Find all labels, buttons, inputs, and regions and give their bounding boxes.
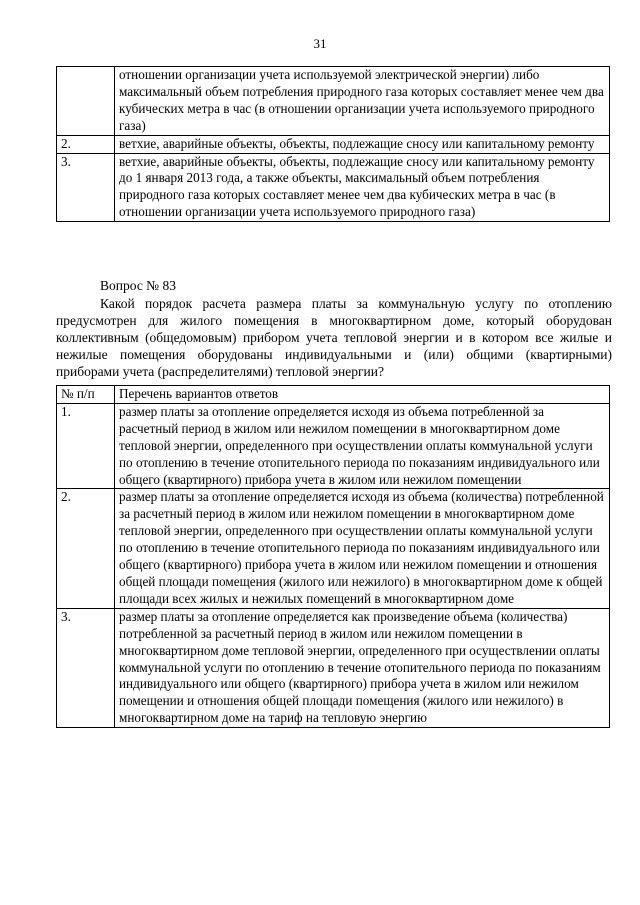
page-number: 31 bbox=[313, 36, 327, 51]
question-text: Какой порядок расчета размера платы за коммунальную услугу по отоплению предусмотрен для жилого помещения в многоквартирном доме, который оборудован коллективным (общедомовым) прибором учета тепловой энергии и в котором все жилые и нежилые помещения оборудованы индивидуальными и (или) общими (квартирными) приборами учета (распределителями) тепловой энергии? bbox=[56, 296, 612, 379]
column-header-answers: Перечень вариантов ответов bbox=[115, 386, 610, 404]
table-row bbox=[57, 153, 610, 222]
row-number: 2. bbox=[57, 135, 115, 153]
table-row bbox=[57, 67, 610, 136]
row-number: 3. bbox=[57, 153, 115, 222]
answer-text: ветхие, аварийные объекты, объекты, подлежащие сносу или капитальному ремонту bbox=[115, 135, 610, 153]
table-header-row bbox=[57, 386, 610, 404]
answers-table-continued bbox=[56, 66, 610, 222]
table-row bbox=[57, 403, 610, 489]
table-row bbox=[57, 135, 610, 153]
answer-text: размер платы за отопление определяется как произведение объема (количества) потребленной за расчетный период в жилом или нежилом помещении в многоквартирном доме тепловой энергии, определенного при осуществлении оплаты коммунальной услуги по отоплению в течение отопительного периода по показаниям индивидуального или общего (квартирного) прибора учета в жилом или нежилом помещении и отношения общей площади помещения (жилого или нежилого) в многоквартирном доме на тариф на тепловую энергию bbox=[115, 608, 610, 727]
row-number: 3. bbox=[57, 608, 115, 727]
row-number bbox=[57, 67, 115, 136]
answer-text: размер платы за отопление определяется исходя из объема потребленной за расчетный период в жилом или нежилом помещении в многоквартирном доме тепловой энергии, определенного при осуществлении оплаты коммунальной услуги по отоплению в течение отопительного периода по показаниям индивидуального или общего (квартирного) прибора учета в жилом или нежилом помещении bbox=[115, 403, 610, 489]
answer-text: ветхие, аварийные объекты, объекты, подлежащие сносу или капитальному ремонту до 1 января 2013 года, а также объекты, максимальный объем потребления природного газа которых составляет менее чем два кубических метра в час (в отношении организации учета используемого природного газа) bbox=[115, 153, 610, 222]
table-row bbox=[57, 489, 610, 608]
table-row bbox=[57, 608, 610, 727]
answer-text: размер платы за отопление определяется исходя из объема (количества) потребленной за расчетный период в жилом или нежилом помещении в многоквартирном доме тепловой энергии, определенного при осуществлении оплаты коммунальной услуги по отоплению в течение отопительного периода по показаниям индивидуального или общего (квартирного) прибора учета в жилом или нежилом помещении и отношения общей площади помещения (жилого или нежилого) в многоквартирном доме к общей площади всех жилых и нежилых помещений в многоквартирном доме bbox=[115, 489, 610, 608]
question-heading: Вопрос № 83 bbox=[100, 278, 176, 293]
answers-table bbox=[56, 385, 610, 728]
answer-text: отношении организации учета используемой электрической энергии) либо максимальный объем потребления природного газа которых составляет менее чем два кубических метра в час (в отношении организации учета используемого природного газа) bbox=[115, 67, 610, 136]
row-number: 1. bbox=[57, 403, 115, 489]
row-number: 2. bbox=[57, 489, 115, 608]
column-header-number: № п/п bbox=[57, 386, 115, 404]
